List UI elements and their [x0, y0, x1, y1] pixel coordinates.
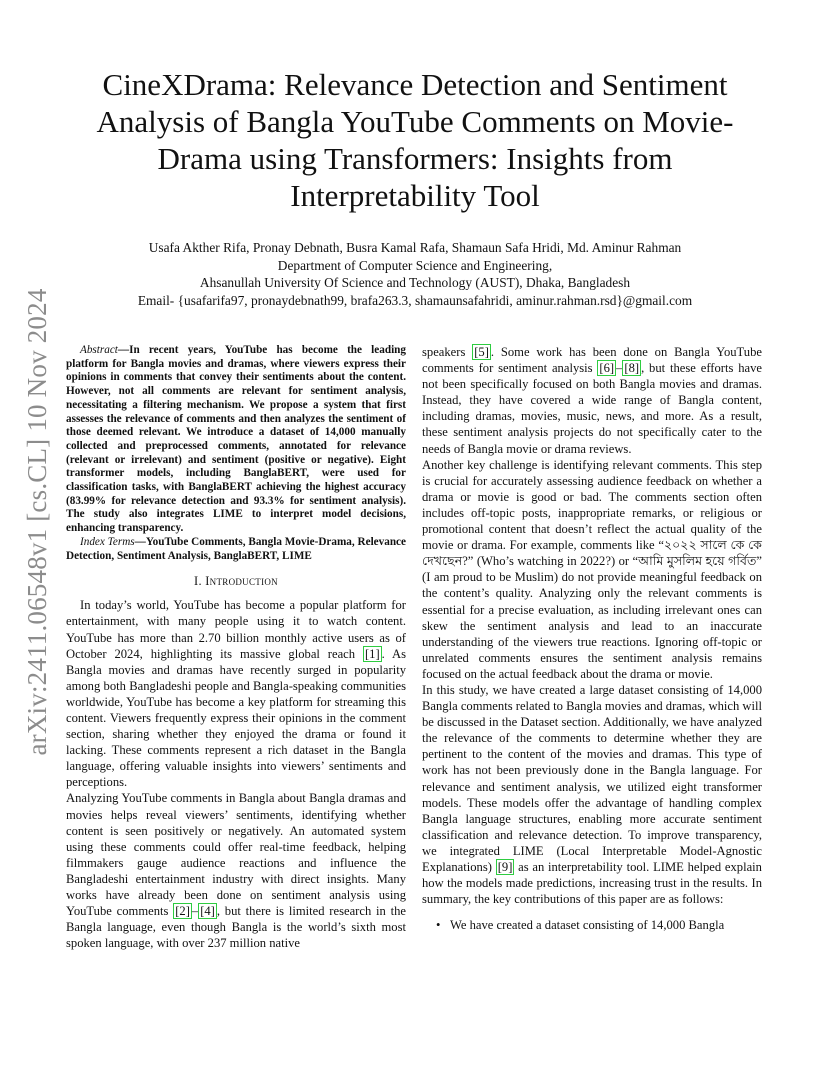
paragraph-text: as an interpretability tool. LIME helped explain how the models made predictions, increasing trust in the results. In summary, the key contributions of this paper are as follows:	[422, 860, 762, 907]
paragraph-text: , but there is limited research in the Bangla language, even though Bangla is the world’s sixth most spoken language, with over 237 million native	[66, 904, 406, 951]
citation-range-dash: –	[191, 904, 199, 919]
index-terms	[66, 536, 406, 563]
citation-link[interactable]: [5]	[474, 345, 489, 359]
index-terms-text: —YouTube Comments, Bangla Movie-Drama, Relevance Detection, Sentiment Analysis, BanglaBERT, LIME	[66, 535, 406, 562]
paragraph-text: In today’s world, YouTube has become a popular platform for entertainment, with many people using it to watch content. YouTube has more than 2.70 billion monthly active users as of October 2024, highlighting its massive global reach	[66, 598, 406, 661]
paragraph-text: speakers	[422, 345, 473, 359]
paragraph	[422, 344, 762, 457]
citation-link[interactable]: [4]	[200, 904, 215, 919]
paragraph-text: In this study, we have created a large dataset consisting of 14,000 Bangla comments related to Bangla movies and dramas, which will be discussed in the Dataset section. Additionally, we have analyzed the relevance of the comments to determine whether they are pertinent to the content of the movies and dramas. This type of work has not been previously done in the Bangla language. For relevance and sentiment analysis, we utilized eight transformer models. These models offer the advantage of handling complex Bangla language structures, enabling more accurate sentiment classification and relevance detection. To improve transparency, we integrated LIME (Local Interpretable Model-Agnostic Explanations)	[422, 682, 762, 874]
citation-link[interactable]: [9]	[497, 860, 513, 874]
arxiv-identifier: arXiv:2411.06548v1 [cs.CL] 10 Nov 2024	[22, 288, 52, 756]
abstract-text: —In recent years, YouTube has become the leading platform for Bangla movies and dramas, where viewers express their opinions in comments that convey their sentiments about the content. However, not all comments are relevant for sentiment analysis, necessitating a filtering mechanism. We propose a system that first assesses the relevance of comments and then analyzes the sentiment of those deemed relevant. We introduce a dataset of 14,000 manually collected and preprocessed comments, annotated for relevance (relevant or irrelevant) and sentiment (positive or negative). Eight transformer models, including BanglaBERT, were used for classification tasks, with BanglaBERT achieving the highest accuracy (83.99% for relevance detection and 93.3% for sentiment analysis). The study also integrates LIME to interpret model decisions, enhancing transparency.	[66, 344, 406, 535]
author-affiliation: Ahsanullah University Of Science and Technology (AUST), Dhaka, Bangladesh	[199, 275, 631, 290]
author-department: Department of Computer Science and Engineering,	[277, 257, 553, 273]
left-column	[66, 344, 406, 951]
paragraph	[66, 597, 406, 790]
paragraph-text: Analyzing YouTube comments in Bangla about Bangla dramas and movies helps reveal viewers’ sentiments, identifying whether content is seen positively or negatively. An automated system using these comments could offer real-time feedback, helping filmmakers gauge audience reactions and influence the Bangladeshi entertainment industry with direct insights. Many works have already been done on sentiment analysis using YouTube comments	[66, 791, 406, 919]
paper-title: CineXDrama: Relevance Detection and Sentiment Analysis of Bangla YouTube Comments on Movie-Drama using Transformers: Insights from Interpretability Tool	[96, 67, 734, 213]
paragraph	[66, 790, 406, 951]
arxiv-stamp	[22, 283, 52, 761]
index-terms-lead: Index Terms	[80, 535, 135, 548]
paragraph-text: . Some work has been done on Bangla YouTube comments for sentiment analysis	[422, 345, 762, 376]
author-email: Email- {usafarifa97, pronaydebnath99, brafa263.3, shamaunsafahridi, aminur.rahman.rsd}@gmail.com	[137, 292, 693, 308]
section-title: Introduction	[205, 574, 278, 589]
citation-link[interactable]: [1]	[364, 646, 380, 661]
citation-link[interactable]: [8]	[624, 361, 640, 376]
contribution-bullet: • We have created a dataset consisting of 14,000 Bangla	[422, 917, 762, 933]
paragraph	[422, 682, 762, 907]
citation-link[interactable]: [6]	[599, 361, 615, 376]
author-block	[70, 239, 760, 309]
abstract-lead: Abstract	[80, 344, 118, 356]
abstract	[66, 344, 406, 536]
right-column	[422, 344, 762, 933]
section-heading-introduction	[66, 573, 406, 589]
citation-range-dash: –	[616, 361, 623, 376]
paragraph: Another key challenge is identifying relevant comments. This step is crucial for accurately assessing audience feedback on whether a drama or movie is good or bad. The comments section often includes off-topic posts, inappropriate remarks, or religious or promotional content that doesn’t reflect the actual quality of the movie or drama. For example, comments like “২০২২ সালে কে কে দেখছেন?” (Who’s watching in 2022?) or “আমি মুসলিম হয়ে গর্বিত” (I am proud to be Muslim) do not provide meaningful feedback on the content’s quality. Analyzing only the relevant comments is essential for a precise evaluation, as including irrelevant ones can skew the sentiment analysis and lead to an inaccurate understanding of the viewers true reactions. Ignoring off-topic or unrelated comments ensures the sentiment analysis remains focused on the actual feedback about the drama or movie.	[422, 457, 762, 681]
paragraph-text: , but these efforts have not been specifically focused on both Bangla movies and dramas. Instead, they have covered a wide range of Bangla content, including dramas, movies, music, news, and more. As a result, these sentiment analysis projects do not specifically cater to the needs of Bangla movie or drama reviews.	[422, 361, 762, 456]
author-names: Usafa Akther Rifa, Pronay Debnath, Busra Kamal Rafa, Shamaun Safa Hridi, Md. Aminur Rahman	[148, 240, 682, 255]
citation-link[interactable]: [2]	[175, 904, 190, 919]
section-numeral: I.	[194, 574, 206, 589]
paragraph-text: . As Bangla movies and dramas have recently surged in popularity among both Bangladeshi people and Bangla-speaking communities worldwide, YouTube has become a key platform for streaming this content. Viewers frequently express their opinions in the comment section, sharing whether they enjoyed the drama or found it lacking. These comments represent a rich dataset in the Bangla language, offering valuable insights into viewers’ sentiments and perceptions.	[66, 646, 407, 790]
